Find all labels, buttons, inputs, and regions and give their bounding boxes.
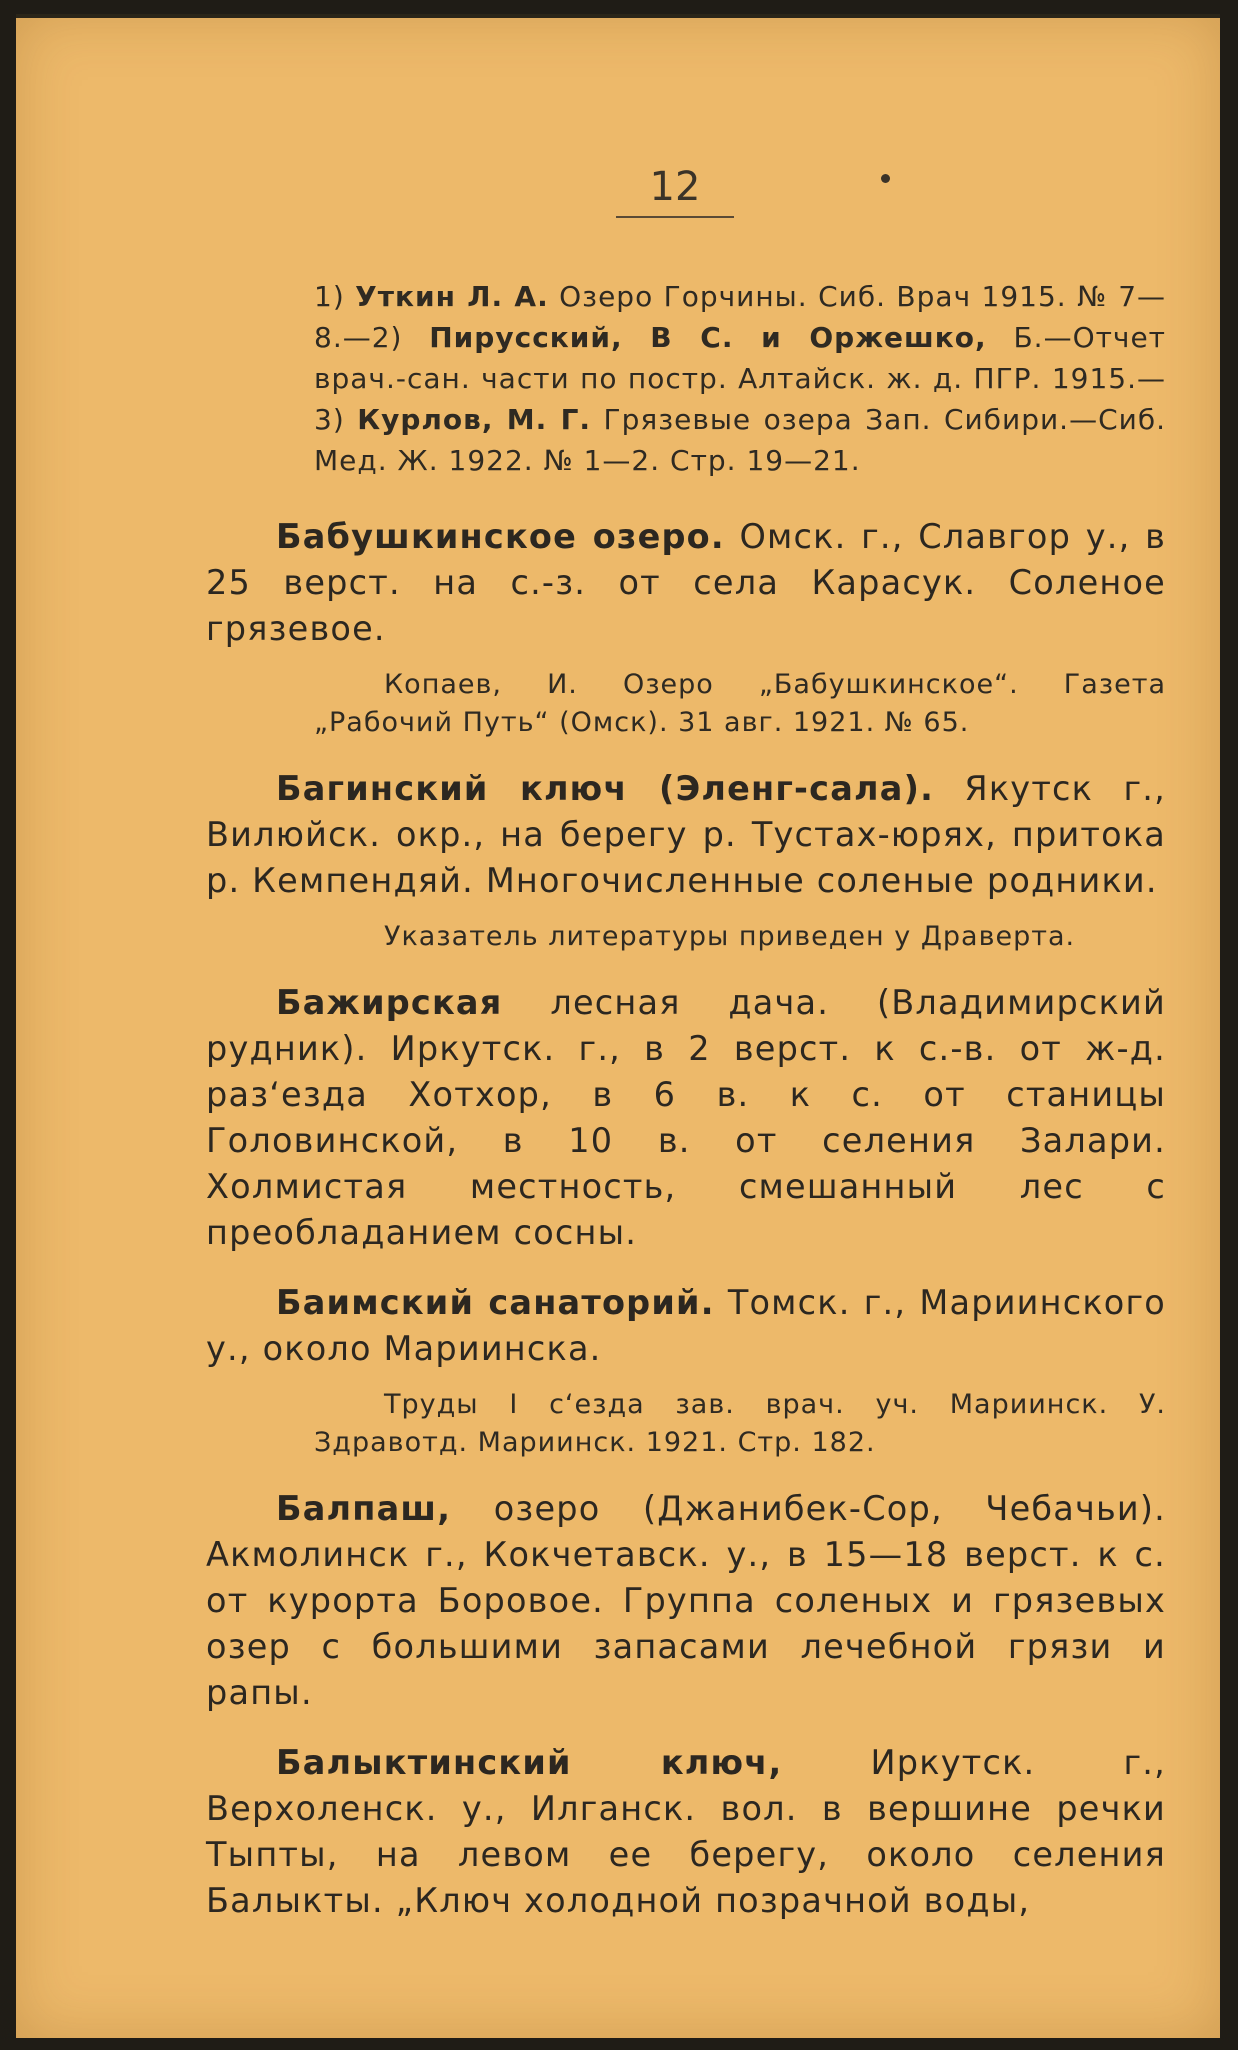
entry-literature: Труды I с‘езда зав. врач. уч. Мариинск. У. Здравотд. Мариинск. 1921. Стр. 182.	[314, 1389, 1166, 1458]
entry-body: Якутск г., Вилюйск. окр., на берегу р. Тустах-юрях, притока р. Кемпендяй. Многочисленные соленые родники.	[206, 769, 1166, 900]
footnote-text-3: Грязевые озера Зап. Сибири.—Сиб. Мед. Ж. 1922. № 1—2. Стр. 19—21.	[314, 403, 1166, 477]
entry-babushkinskoe	[206, 514, 1166, 742]
entry-baginsky	[206, 766, 1166, 956]
entry-baimsky	[206, 1280, 1166, 1462]
entry-heading: Бабушкинское озеро.	[276, 517, 725, 556]
entry-heading: Багинский ключ (Эленг-сала).	[276, 769, 934, 808]
page-edge	[16, 14, 1220, 18]
footnote	[314, 276, 1166, 481]
footnote-author-1: Уткин Л. А.	[355, 280, 549, 313]
footnote-text-2: Б.—Отчет врач.-сан. части по постр. Алтайск. ж. д. ПГР. 1915.—3)	[314, 321, 1166, 436]
entry-body: Омск. г., Славгор у., в 25 верст. на с.-з. от села Карасук. Соленое грязевое.	[206, 517, 1167, 648]
entry-text	[206, 1740, 1166, 1924]
entry-balyktinsky	[206, 1740, 1166, 1924]
entry-heading: Бажирская	[276, 983, 503, 1022]
entry-text	[206, 1280, 1166, 1372]
entry-heading: Балпаш,	[276, 1489, 452, 1528]
entry-heading: Баимский санаторий.	[276, 1283, 715, 1322]
footnote-author-3: Курлов, М. Г.	[357, 403, 592, 436]
footnote-text-1: Озеро Горчины. Сиб. Врач 1915. № 7—8.—2)	[314, 280, 1167, 354]
entry-body: Томск. г., Мариинского у., около Мариинска.	[206, 1283, 1166, 1368]
entry-heading: Балыктинский ключ,	[276, 1743, 783, 1782]
entries-list	[206, 514, 1166, 1948]
book-page	[16, 14, 1220, 2038]
footnote-author-2: Пирусский, В С. и Оржешко,	[429, 321, 987, 354]
entry-body: лесная дача. (Владимирский рудник). Иркутск. г., в 2 верст. к с.-в. от ж-д. раз‘езда Хотхор, в 6 в. к с. от станицы Головинской, в 10 в. от селения Залари. Холмистая местность, смешанный лес с преобладанием сосны.	[206, 983, 1166, 1252]
entry-text	[206, 980, 1166, 1256]
entry-balpash	[206, 1486, 1166, 1716]
entry-body: Иркутск. г., Верхоленск. у., Илганск. вол. в вершине речки Тыпты, на левом ее берегу, около селения Балыкты. „Ключ холодной позрачной воды,	[206, 1743, 1166, 1920]
ink-dot	[881, 174, 890, 183]
page-number: 12	[616, 164, 734, 218]
entry-bazhirskaya	[206, 980, 1166, 1256]
entry-text	[206, 766, 1166, 904]
entry-literature: Копаев, И. Озеро „Бабушкинское“. Газета „Рабочий Путь“ (Омск). 31 авг. 1921. № 65.	[314, 669, 1166, 738]
entry-text	[206, 514, 1166, 652]
entry-body: озеро (Джанибек-Сор, Чебачьи). Акмолинск г., Кокчетавск. у., в 15—18 верст. к с. от курорта Боровое. Группа соленых и грязевых озер с большими запасами лечебной грязи и рапы.	[206, 1489, 1166, 1712]
footnote-marker-1: 1)	[314, 280, 356, 313]
entry-text	[206, 1486, 1166, 1716]
entry-literature: Указатель литературы приведен у Драверта.	[384, 921, 1076, 952]
